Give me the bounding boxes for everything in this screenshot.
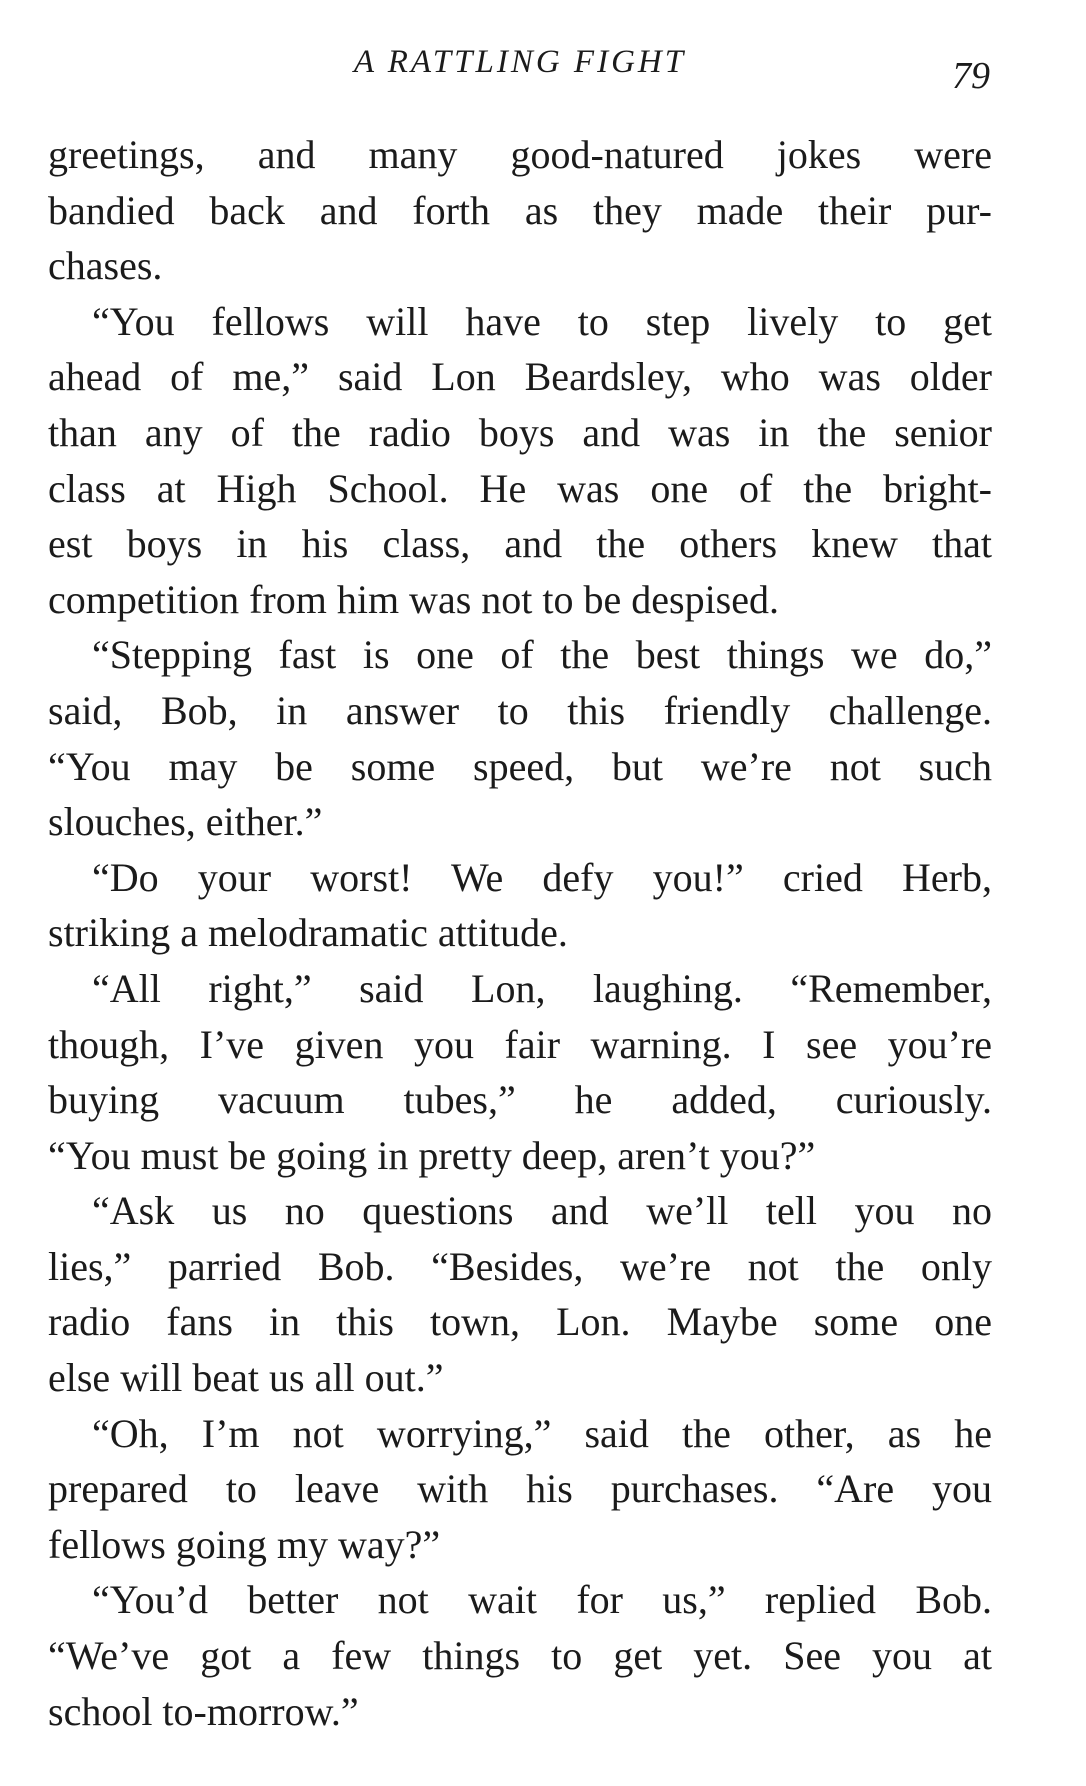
- text-line: “You must be going in pretty deep, aren’t you?”: [48, 1132, 816, 1178]
- running-head: [48, 40, 992, 100]
- text-line: than any of the radio boys and was in the senior: [48, 409, 992, 455]
- text-line: “Do your worst! We defy you!” cried Herb,: [92, 854, 992, 900]
- text-line: “You fellows will have to step lively to get: [92, 298, 992, 344]
- text-line: slouches, either.”: [48, 799, 323, 845]
- text-line: buying vacuum tubes,” he added, curiously.: [48, 1077, 992, 1123]
- text-line: chases.: [48, 243, 163, 289]
- text-line: “Oh, I’m not worrying,” said the other, as he: [92, 1410, 992, 1456]
- text-line: “Stepping fast is one of the best things we do,”: [92, 632, 992, 678]
- text-line: said, Bob, in answer to this friendly challenge.: [48, 687, 992, 733]
- text-line: school to-morrow.”: [48, 1688, 359, 1734]
- text-line: class at High School. He was one of the bright-: [48, 465, 992, 511]
- text-line: “We’ve got a few things to get yet. See you at: [48, 1633, 992, 1679]
- text-line: greetings, and many good-natured jokes were: [48, 132, 992, 177]
- chapter-title: A RATTLING FIGHT: [353, 44, 687, 80]
- page-number: 79: [952, 55, 990, 97]
- text-line: striking a melodramatic attitude.: [48, 910, 568, 956]
- text-line: “Ask us no questions and we’ll tell you no: [92, 1188, 992, 1234]
- text-line: competition from him was not to be despised.: [48, 576, 779, 622]
- text-line: else will beat us all out.”: [48, 1355, 444, 1401]
- text-line: “You’d better not wait for us,” replied Bob.: [92, 1577, 992, 1623]
- text-line: est boys in his class, and the others knew that: [48, 521, 992, 567]
- text-line: ahead of me,” said Lon Beardsley, who was older: [48, 354, 992, 400]
- text-line: “You may be some speed, but we’re not such: [48, 743, 992, 789]
- text-line: though, I’ve given you fair warning. I see you’re: [48, 1021, 992, 1067]
- text-line: fellows going my way?”: [48, 1521, 441, 1567]
- text-line: lies,” parried Bob. “Besides, we’re not the only: [48, 1243, 992, 1289]
- text-line: prepared to leave with his purchases. “Are you: [48, 1466, 992, 1512]
- body-text: [48, 127, 992, 1739]
- text-line: bandied back and forth as they made their pur-: [48, 187, 992, 233]
- text-line: radio fans in this town, Lon. Maybe some one: [48, 1299, 992, 1345]
- text-line: “All right,” said Lon, laughing. “Remember,: [92, 965, 992, 1011]
